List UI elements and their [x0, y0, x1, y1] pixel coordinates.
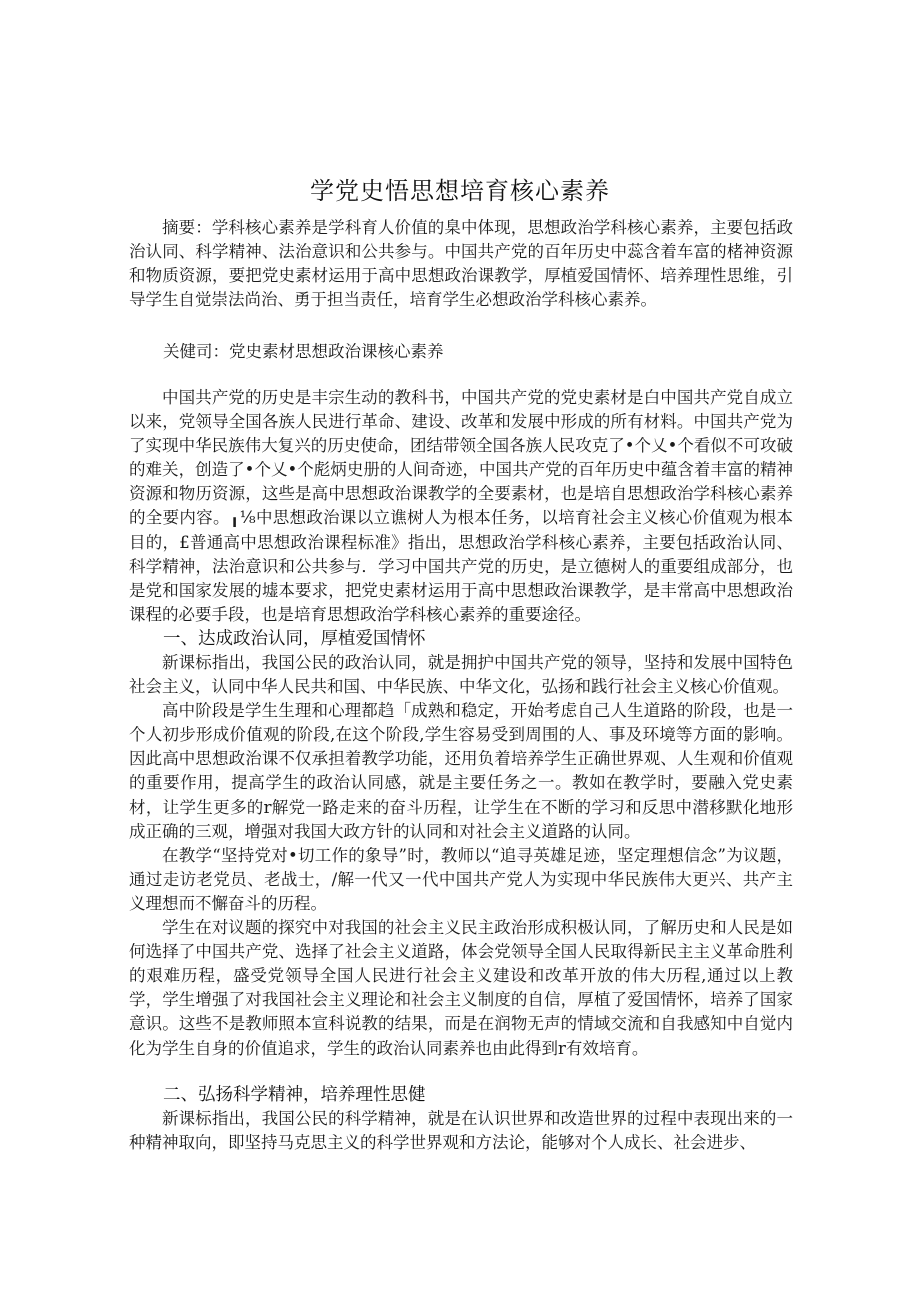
keywords-line: 关健司：党史素材思想政治课核心素养: [163, 342, 444, 361]
section-heading-scientific-spirit: 二、弘扬科学精神，培养理性思健: [163, 1085, 426, 1105]
section-paragraph: 新课标指出，我国公民的政治认同，就是拥护中国共产党的领导，坚持和发展中国特色社会主义，认同中华人民共和国、中华民族、中华文化，弘扬和践行社会主义核心价值观。: [129, 653, 793, 697]
section-paragraph: 新课标指出，我国公民的科学精神，就是在认识世界和改造世界的过程中表现出来的一种精神取向，即坚持马克思主义的科学世界观和方法论，能够对个人成长、社会进步、: [129, 1109, 793, 1153]
document-title: 学党史悟思想培育核心素养: [310, 177, 610, 205]
section-heading-political-identity: 一、达成政治认同，厚植爱国情怀: [163, 629, 426, 649]
section-paragraph: 学生在对议题的探究中对我国的社会主义民主政治形成积极认同，了解历史和人民是如何选择了中国共产党、选择了社会主义道路，体会党领导全国人民取得新民主主义革命胜利的艰难历程，盛受党领导全国人民进行社会主义建设和改革开放的伟大历程,通过以上教学，学生增强了对我国社会主义理论和社会主义制度的自信，厚植了爱国情怀，培养了国家意识。这些不是教师照本宣科说教的结果，而是在润物无声的情域交流和自我感知中自觉内化为学生自身的价值追求，学生的政治认同素养也由此得到r有效培育。: [129, 918, 793, 1058]
section-body-political-identity: [129, 651, 793, 1061]
abstract-paragraph: 摘要：学科核心素养是学科育人价值的臬中体现，思想政治学科核心素养，主要包括政治认同、科学精神、法治意识和公共参与。中国共产党的百年历史中蕊含着车富的楮神资源和物质资源，要把党史素材运用于高中思想政治课教学，厚植爱国情怀、培养理性思维，引导学生自觉崇法尚治、勇于担当责任，培育学生必想政治学科核心素养。: [129, 218, 793, 310]
intro-block: [129, 386, 793, 627]
section-paragraph: 在教学“坚持党对•切工作的象导”时，教师以“追寻英雄足迹，坚定理想信念”为议题，通过走访老党员、老战士，/解一代又一代中国共产党人为实现中华民族伟大更兴、共产主义理想而不懈奋斗的历程。: [129, 845, 793, 913]
section-paragraph: 高中阶段是学生生理和心理都趋「成熟和稳定，开始考虑自己人生道路的阶段，也是一个人初步形成价值观的阶段,在这个阶段,学生容易受到周围的人、事及环境等方面的影响。因此高中思想政治课不仅承担着教学功能，还用负着培养学生正确世界观、人生观和价值观的重要作用，提高学生的政治认同感，就是主要任务之一。教如在教学时，要融入党史素材，让学生更多的r解党一路走来的奋斗历程，让学生在不断的学习和反思中潜移默化地形成正确的三观，增强对我国大政方针的认同和对社会主义道路的认同。: [129, 701, 793, 841]
abstract-block: [129, 216, 793, 312]
section-body-scientific-spirit: [129, 1107, 793, 1155]
intro-paragraph: 中国共产党的历史是丰宗生动的教科书，中国共产党的党史素材是白中国共产党自成立以来，党领导全国各族人民进行革命、建设、改革和发展中形成的所有材料。中国共产党为了实现中华民族伟大复兴的历史使命，团结带领全国各族人民攻克了•个乂•个看似不可攻破的难关，创造了•个乂•个彪炳史册的人间奇迹，中国共产党的百年历史中蕴含着丰富的精神资源和物历资源，这些是高中思想政治课教学的全要素材，也是培自思想政治学科核心素养的全要内容。╻⅛中思想政治课以立谯树人为根本任务，以培育社会主义核心价值观为根本目的，£普通高中思想政治课程标准》指出，思想政治学科核心素养，主要包括政治认同、科学精神，法治意识和公共参与．学习中国共产党的历史，是立德树人的重要组成部分，也是党和国家发展的墟本要求，把党史素材运用于高中思想政治课教学，是丰常高中思想政治课程的必要手段，也是培育思想政治学科核心素养的重要途径。: [129, 388, 793, 624]
